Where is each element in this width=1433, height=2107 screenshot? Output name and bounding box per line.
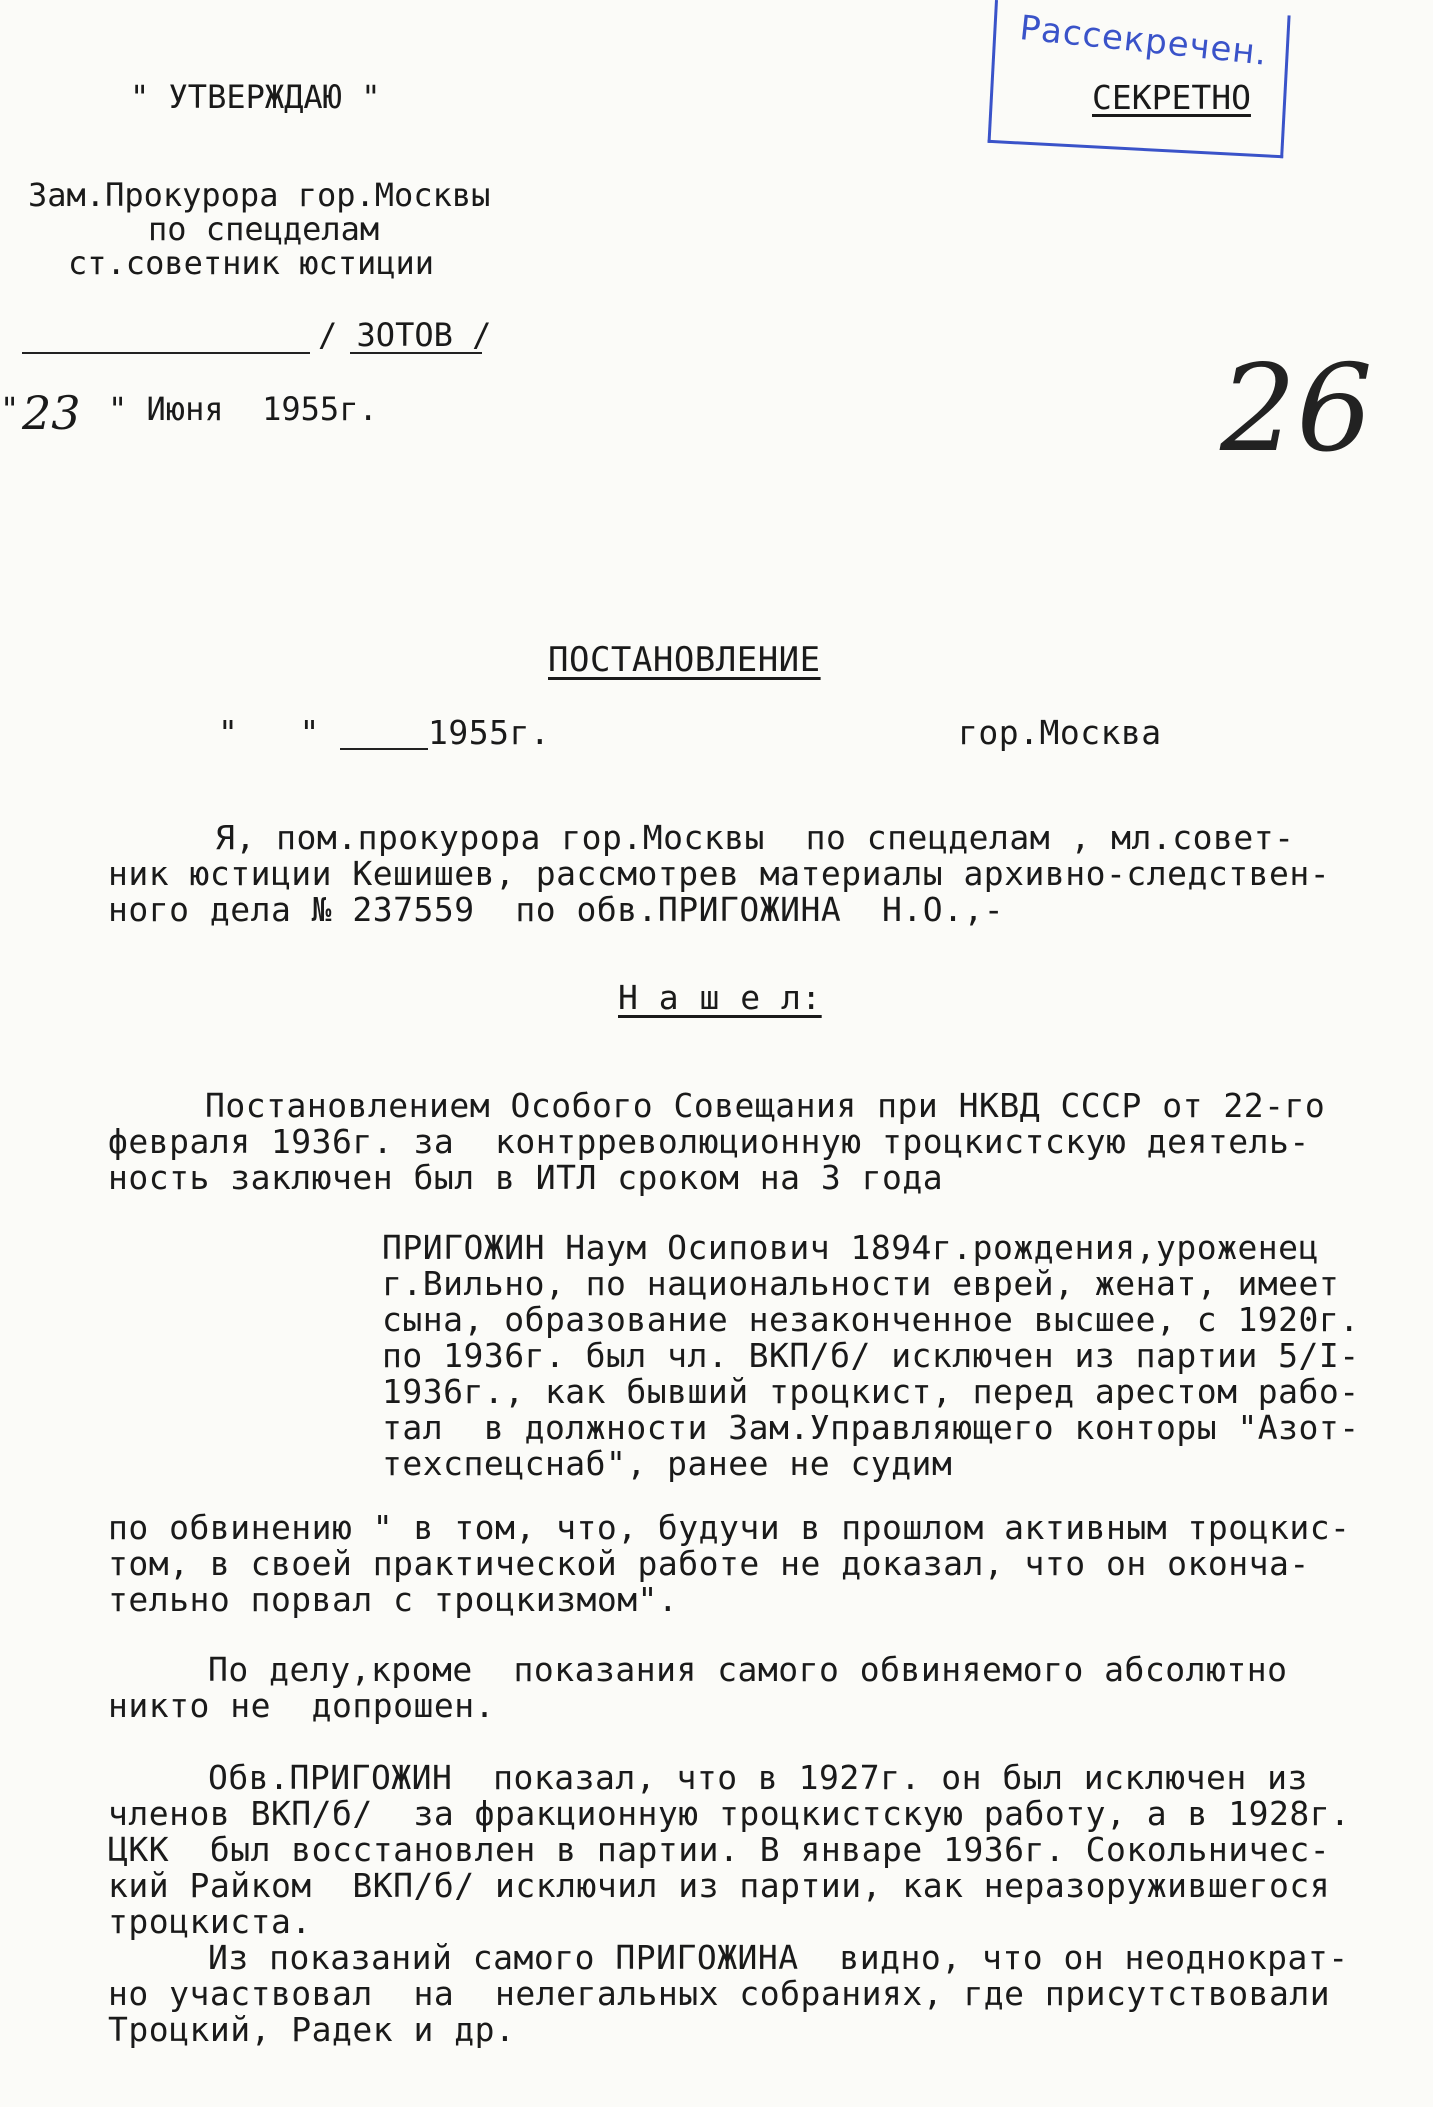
person-line-4: по 1936г. был чл. ВКП/б/ исключен из партии 5/I-	[382, 1336, 1360, 1375]
para2-line-1: по обвинению " в том, что, будучи в прошлом активным троцкис-	[108, 1508, 1351, 1547]
page-number: 26	[1220, 340, 1373, 479]
found-heading: Н а ш е л:	[618, 978, 822, 1017]
approval-line-2: по спецделам	[148, 210, 380, 248]
para5-line-3: Троцкий, Радек и др.	[108, 2010, 516, 2049]
signature-line	[22, 352, 310, 354]
approval-date-day: 23	[22, 386, 81, 440]
person-line-5: 1936г., как бывший троцкист, перед арестом рабо-	[382, 1372, 1360, 1411]
intro-line-2: ник юстиции Кешишев, рассмотрев материалы архивно-следствен-	[108, 854, 1331, 893]
para1-line-1: Постановлением Особого Совещания при НКВД СССР от 22-го	[205, 1086, 1326, 1125]
approval-signer: / ЗОТОВ /	[318, 316, 492, 354]
intro-line-3: ного дела № 237559 по обв.ПРИГОЖИНА Н.О.,-	[108, 890, 1005, 929]
para4-line-1: Обв.ПРИГОЖИН показал, что в 1927г. он был исключен из	[208, 1758, 1308, 1797]
para4-line-5: троцкиста.	[108, 1902, 312, 1941]
approval-date-rest: " Июня 1955г.	[108, 390, 378, 428]
para3-line-2: никто не допрошен.	[108, 1686, 495, 1725]
para5-line-1: Из показаний самого ПРИГОЖИНА видно, что он неоднократ-	[208, 1938, 1349, 1977]
signer-underline	[350, 352, 482, 354]
date-blank-line	[340, 748, 428, 750]
para2-line-3: тельно порвал с троцкизмом".	[108, 1580, 679, 1619]
date-year: 1955г.	[428, 713, 551, 752]
para4-line-3: ЦКК был восстановлен в партии. В январе 1936г. Сокольничес-	[108, 1830, 1331, 1869]
person-line-3: сына, образование незаконченное высшее, с 1920г.	[382, 1300, 1360, 1339]
declassified-stamp: Рассекречен.	[1017, 8, 1270, 74]
secret-label: СЕКРЕТНО	[1092, 78, 1251, 117]
person-line-7: техспецснаб", ранее не судим	[382, 1444, 953, 1483]
approval-line-1: Зам.Прокурора гор.Москвы	[28, 176, 491, 214]
person-line-1: ПРИГОЖИН Наум Осипович 1894г.рождения,уроженец	[382, 1228, 1319, 1267]
date-quotes: " "	[218, 713, 320, 752]
para4-line-4: кий Райком ВКП/б/ исключил из партии, как неразоружившегося	[108, 1866, 1331, 1905]
para1-line-2: февраля 1936г. за контрреволюционную троцкистскую деятель-	[108, 1122, 1310, 1161]
approval-date-quote: "	[0, 390, 20, 428]
para2-line-2: том, в своей практической работе не доказал, что он оконча-	[108, 1544, 1310, 1583]
para1-line-3: ность заключен был в ИТЛ сроком на 3 года	[108, 1158, 944, 1197]
para3-line-1: По делу,кроме показания самого обвиняемого абсолютно	[208, 1650, 1288, 1689]
approval-title: " УТВЕРЖДАЮ "	[130, 78, 381, 116]
approval-line-3: ст.советник юстиции	[68, 244, 435, 282]
para4-line-2: членов ВКП/б/ за фракционную троцкистскую работу, а в 1928г.	[108, 1794, 1351, 1833]
document-heading: ПОСТАНОВЛЕНИЕ	[548, 640, 821, 680]
intro-line-1: Я, пом.прокурора гор.Москвы по спецделам , мл.совет-	[215, 818, 1295, 857]
date-city: гор.Москва	[958, 713, 1162, 752]
para5-line-2: но участвовал на нелегальных собраниях, где присутствовали	[108, 1974, 1331, 2013]
person-line-2: г.Вильно, по национальности еврей, женат, имеет	[382, 1264, 1340, 1303]
person-line-6: тал в должности Зам.Управляющего конторы "Азот-	[382, 1408, 1360, 1447]
